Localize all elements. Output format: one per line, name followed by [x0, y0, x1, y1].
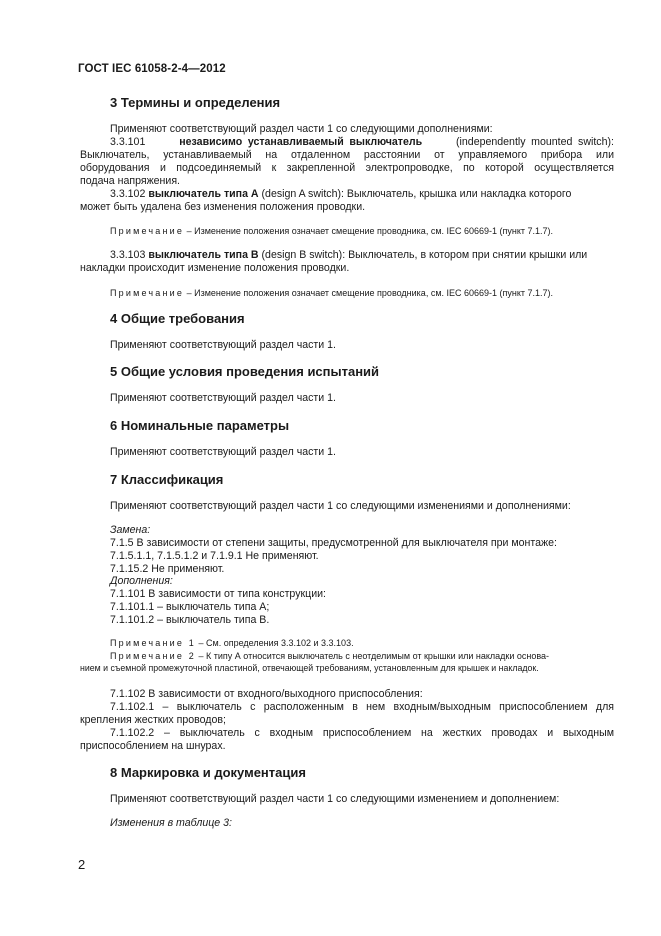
clause-7-1-102-2: 7.1.102.2 – выключатель с входным приспособлением на жестких проводах и выходным [110, 727, 614, 739]
note-7-2: Примечание 2 – К типу А относится выключатель с неотделимым от крышки или накладки основа- [110, 651, 550, 661]
section-8-intro: Применяют соответствующий раздел части 1 со следующими изменением и дополнением: [110, 793, 560, 805]
term-3-3-102-line2: может быть удалена без изменения положения проводки. [80, 201, 366, 213]
section-7-heading: 7 Классификация [110, 472, 224, 487]
section-6-text: Применяют соответствующий раздел части 1. [110, 446, 336, 458]
clause-7-1-102-2-line2: приспособлением на шнурах. [80, 740, 226, 752]
section-4-heading: 4 Общие требования [110, 311, 245, 326]
section-3-intro: Применяют соответствующий раздел части 1 со следующими дополнениями: [110, 123, 493, 135]
clause-7-1-102-1-line2: крепления жестких проводов; [80, 714, 226, 726]
document-header: ГОСТ IEC 61058-2-4—2012 [78, 63, 226, 75]
note-7-1: Примечание 1 – См. определения 3.3.102 и 3.3.103. [110, 638, 354, 648]
section-4-text: Применяют соответствующий раздел части 1. [110, 339, 336, 351]
clause-7-1-5-1: 7.1.5.1.1, 7.1.5.1.2 и 7.1.9.1 Не применяют. [110, 550, 319, 562]
additions-label: Дополнения: [110, 575, 173, 587]
replacement-label: Замена: [110, 524, 151, 536]
term-3-3-101: 3.3.101 независимо устанавливаемый выключатель (independently mounted switch): [110, 136, 614, 148]
clause-7-1-101-1: 7.1.101.1 – выключатель типа А; [110, 601, 270, 613]
term-3-3-102: 3.3.102 выключатель типа А (design A switch): Выключатель, крышка или накладка которого [110, 188, 572, 200]
clause-7-1-101: 7.1.101 В зависимости от типа конструкции: [110, 588, 326, 600]
clause-7-1-15-2: 7.1.15.2 Не применяют. [110, 563, 225, 575]
clause-7-1-102-1: 7.1.102.1 – выключатель с расположенным в нем входным/выходным приспособлением для [110, 701, 614, 713]
section-5-heading: 5 Общие условия проведения испытаний [110, 364, 380, 379]
clause-7-1-102: 7.1.102 В зависимости от входного/выходного приспособления: [110, 688, 423, 700]
note-1: Примечание – Изменение положения означает смещение проводника, см. IEC 60669-1 (пункт 7.1.7). [110, 226, 554, 236]
clause-7-1-101-2: 7.1.101.2 – выключатель типа В. [110, 614, 270, 626]
term-3-3-103-line2: накладки происходит изменение положения проводки. [80, 262, 350, 274]
note-2: Примечание – Изменение положения означает смещение проводника, см. IEC 60669-1 (пункт 7.1.7). [110, 288, 554, 298]
term-3-3-101-line4: подача напряжения. [80, 175, 181, 187]
section-5-text: Применяют соответствующий раздел части 1. [110, 392, 336, 404]
note-7-2-line2: нием и съемной промежуточной пластиной, отвечающей требованиям, установленным для крышек и накладок. [80, 663, 539, 673]
table-3-changes-label: Изменения в таблице 3: [110, 817, 232, 829]
page-number: 2 [78, 857, 86, 872]
term-3-3-103: 3.3.103 выключатель типа В (design B switch): Выключатель, в котором при снятии крышки или [110, 249, 588, 261]
section-3-heading: 3 Термины и определения [110, 95, 281, 110]
term-3-3-101-line2: Выключатель, устанавливаемый на отдаленном расстоянии от управляемого прибора или [80, 149, 614, 161]
section-7-intro: Применяют соответствующий раздел части 1 со следующими изменениями и дополнениями: [110, 500, 571, 512]
clause-7-1-5: 7.1.5 В зависимости от степени защиты, предусмотренной для выключателя при монтаже: [110, 537, 557, 549]
term-3-3-101-line3: оборудования и подсоединяемый к закрепленной электропроводке, по которой осуществляется [80, 162, 614, 174]
section-6-heading: 6 Номинальные параметры [110, 418, 290, 433]
section-8-heading: 8 Маркировка и документация [110, 765, 306, 780]
